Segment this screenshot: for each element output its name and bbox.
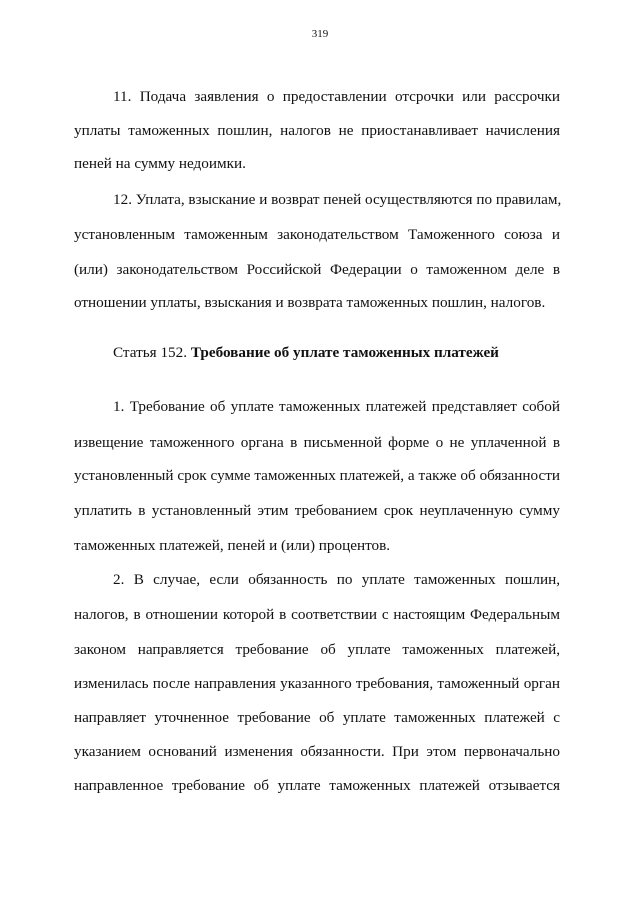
article-heading bbox=[113, 344, 499, 362]
text-line: уплатить в установленный этим требованием срок неуплаченную сумму bbox=[74, 502, 560, 519]
text-line: 11. Подача заявления о предоставлении отсрочки или рассрочки bbox=[113, 88, 560, 105]
text-line: налогов, в отношении которой в соответствии с настоящим Федеральным bbox=[74, 606, 560, 623]
text-line: извещение таможенного органа в письменной форме о не уплаченной в bbox=[74, 434, 560, 451]
text-line: установленный срок сумме таможенных платежей, а также об обязанности bbox=[74, 467, 560, 484]
article-number: Статья 152. bbox=[113, 344, 188, 361]
text-line: направляет уточненное требование об уплате таможенных платежей с bbox=[74, 709, 560, 726]
text-line: отношении уплаты, взыскания и возврата таможенных пошлин, налогов. bbox=[74, 294, 546, 311]
text-line: уплаты таможенных пошлин, налогов не приостанавливает начисления bbox=[74, 122, 560, 139]
text-line: пеней на сумму недоимки. bbox=[74, 155, 246, 172]
text-line: указанием оснований изменения обязанности. При этом первоначально bbox=[74, 743, 560, 760]
text-line: изменилась после направления указанного требования, таможенный орган bbox=[74, 675, 560, 692]
text-line: направленное требование об уплате таможенных платежей отзывается bbox=[74, 777, 560, 794]
text-line: установленным таможенным законодательством Таможенного союза и bbox=[74, 226, 560, 243]
page-number: 319 bbox=[311, 28, 329, 40]
text-line: 12. Уплата, взыскание и возврат пеней осуществляются по правилам, bbox=[113, 191, 562, 208]
text-line: 1. Требование об уплате таможенных платежей представляет собой bbox=[113, 398, 560, 415]
text-line: (или) законодательством Российской Федерации о таможенном деле в bbox=[74, 261, 560, 278]
text-line: законом направляется требование об уплате таможенных платежей, bbox=[74, 641, 560, 658]
article-title: Требование об уплате таможенных платежей bbox=[190, 344, 499, 361]
text-line: таможенных платежей, пеней и (или) процентов. bbox=[74, 537, 391, 554]
text-line: 2. В случае, если обязанность по уплате таможенных пошлин, bbox=[113, 571, 560, 588]
